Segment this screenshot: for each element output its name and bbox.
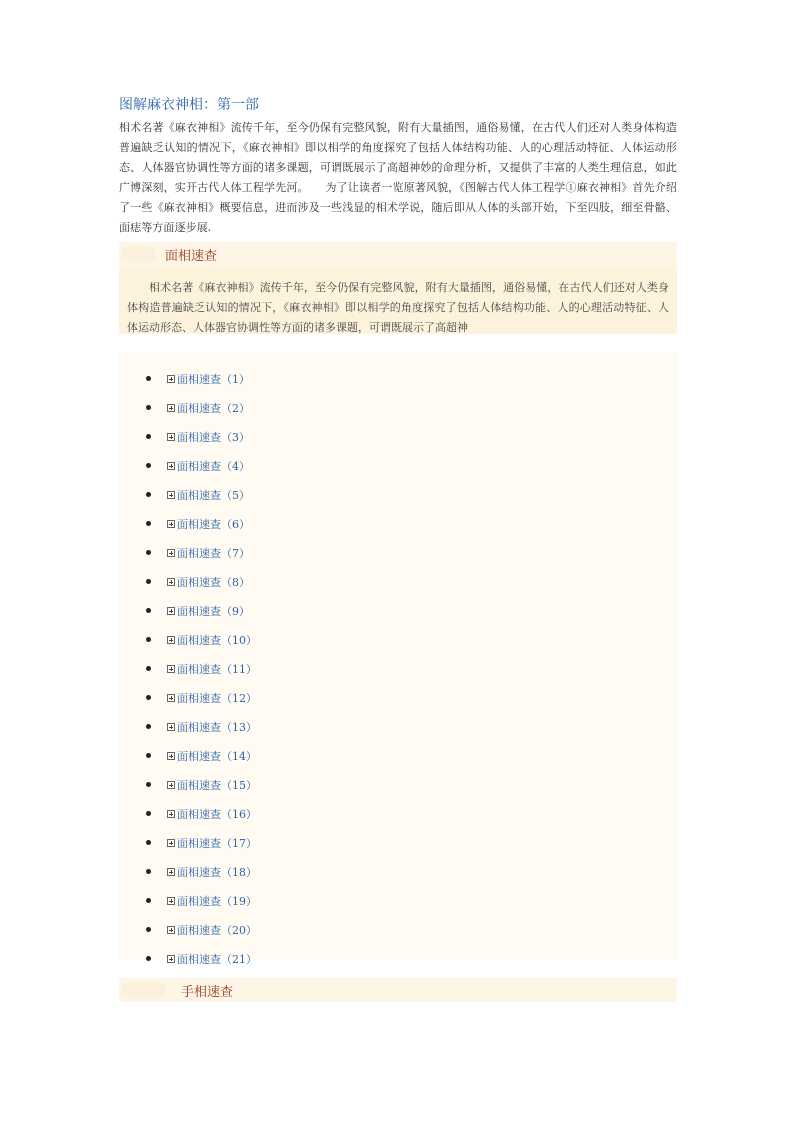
face-list-item[interactable]: [119, 741, 677, 770]
bullet-icon: [146, 898, 151, 903]
face-list-item[interactable]: [119, 944, 677, 973]
face-list-item-label[interactable]: 面相速查（4）: [177, 459, 250, 473]
expand-icon[interactable]: [167, 549, 175, 557]
document-title[interactable]: 图解麻衣神相：第一部: [119, 97, 259, 113]
expand-icon[interactable]: [167, 752, 175, 760]
face-list-item-label[interactable]: 面相速查（10）: [177, 633, 257, 647]
face-list-item-label[interactable]: 面相速查（5）: [177, 488, 250, 502]
face-list-item[interactable]: [119, 857, 677, 886]
face-list-item[interactable]: [119, 393, 677, 422]
expand-icon[interactable]: [167, 810, 175, 818]
face-list-item-label[interactable]: 面相速查（8）: [177, 575, 250, 589]
face-list-item-label[interactable]: 面相速查（1）: [177, 372, 250, 386]
header-decoration: [121, 983, 165, 997]
face-list-container: [119, 352, 677, 966]
expand-icon[interactable]: [167, 868, 175, 876]
bullet-icon: [146, 434, 151, 439]
face-list-item[interactable]: [119, 915, 677, 944]
face-list-item-label[interactable]: 面相速查（18）: [177, 865, 257, 879]
hand-section-title: 手相速查: [181, 984, 234, 1000]
face-list-item[interactable]: [119, 509, 677, 538]
face-list-item[interactable]: [119, 567, 677, 596]
expand-icon[interactable]: [167, 839, 175, 847]
bullet-icon: [146, 637, 151, 642]
expand-icon[interactable]: [167, 462, 175, 470]
face-list-item-label[interactable]: 面相速查（7）: [177, 546, 250, 560]
face-list-item[interactable]: [119, 422, 677, 451]
face-list-item-label[interactable]: 面相速查（21）: [177, 952, 257, 966]
face-list-item[interactable]: [119, 596, 677, 625]
face-list-item-label[interactable]: 面相速查（3）: [177, 430, 250, 444]
face-section-summary: 相术名著《麻衣神相》流传千年，至今仍保有完整风貌，附有大量插图，通俗易懂，在古代人们还对人类身体构造普遍缺乏认知的情况下，《麻衣神相》即以相学的角度探究了包括人体结构功能、人的心理活动特征、人体运动形态、人体器官协调性等方面的诸多课题，可谓既展示了高超神: [119, 266, 677, 334]
face-list-item-label[interactable]: 面相速查（11）: [177, 662, 257, 676]
face-list-item-label[interactable]: 面相速查（9）: [177, 604, 250, 618]
expand-icon[interactable]: [167, 404, 175, 412]
bullet-icon: [146, 463, 151, 468]
face-list-item-label[interactable]: 面相速查（17）: [177, 836, 257, 850]
face-list-item-label[interactable]: 面相速查（2）: [177, 401, 250, 415]
bullet-icon: [146, 405, 151, 410]
face-list-item-label[interactable]: 面相速查（20）: [177, 923, 257, 937]
bullet-icon: [146, 840, 151, 845]
expand-icon[interactable]: [167, 607, 175, 615]
bullet-icon: [146, 376, 151, 381]
expand-icon[interactable]: [167, 375, 175, 383]
face-list-item[interactable]: [119, 712, 677, 741]
face-section-title: 面相速查: [165, 248, 218, 264]
bullet-icon: [146, 724, 151, 729]
bullet-icon: [146, 550, 151, 555]
expand-icon[interactable]: [167, 636, 175, 644]
bullet-icon: [146, 869, 151, 874]
expand-icon[interactable]: [167, 694, 175, 702]
bullet-icon: [146, 811, 151, 816]
face-list-item[interactable]: [119, 538, 677, 567]
face-list-item[interactable]: [119, 480, 677, 509]
face-list-item-label[interactable]: 面相速查（19）: [177, 894, 257, 908]
face-list-item[interactable]: [119, 828, 677, 857]
header-decoration: [121, 247, 155, 261]
face-list-item-label[interactable]: 面相速查（15）: [177, 778, 257, 792]
bullet-icon: [146, 956, 151, 961]
face-list-item[interactable]: [119, 654, 677, 683]
intro-paragraph: 相术名著《麻衣神相》流传千年，至今仍保有完整风貌，附有大量插图，通俗易懂，在古代人们还对人类身体构造普遍缺乏认知的情况下，《麻衣神相》即以相学的角度探究了包括人体结构功能、人的心理活动特征、人体运动形态、人体器官协调性等方面的诸多课题，可谓既展示了高超神妙的命理分析，又提供了丰富的人类生理信息，如此广博深刻，实开古代人体工程学先河。 为了让读者一览原著风貌，《图解古代人体工程学①麻衣神相》首先介绍了一些《麻衣神相》概要信息，进而涉及一些浅显的相术学说，随后即从人体的头部开始，下至四肢，细至骨骼、面痣等方面逐步展.: [119, 121, 677, 234]
face-list-item-label[interactable]: 面相速查（13）: [177, 720, 257, 734]
hand-section-header: [119, 978, 677, 1002]
expand-icon[interactable]: [167, 520, 175, 528]
face-list-item[interactable]: [119, 886, 677, 915]
face-list-item[interactable]: [119, 799, 677, 828]
expand-icon[interactable]: [167, 491, 175, 499]
expand-icon[interactable]: [167, 955, 175, 963]
face-list-item[interactable]: [119, 625, 677, 654]
bullet-icon: [146, 753, 151, 758]
bullet-icon: [146, 927, 151, 932]
bullet-icon: [146, 666, 151, 671]
bullet-icon: [146, 608, 151, 613]
face-section-header: [119, 242, 677, 266]
expand-icon[interactable]: [167, 433, 175, 441]
expand-icon[interactable]: [167, 926, 175, 934]
bullet-icon: [146, 695, 151, 700]
bullet-icon: [146, 782, 151, 787]
face-list-item-label[interactable]: 面相速查（14）: [177, 749, 257, 763]
face-list-item[interactable]: [119, 683, 677, 712]
expand-icon[interactable]: [167, 578, 175, 586]
expand-icon[interactable]: [167, 723, 175, 731]
expand-icon[interactable]: [167, 897, 175, 905]
face-list-item[interactable]: [119, 451, 677, 480]
face-list: [119, 352, 677, 973]
expand-icon[interactable]: [167, 665, 175, 673]
face-list-item-label[interactable]: 面相速查（6）: [177, 517, 250, 531]
expand-icon[interactable]: [167, 781, 175, 789]
face-list-item[interactable]: [119, 364, 677, 393]
face-list-item[interactable]: [119, 770, 677, 799]
bullet-icon: [146, 579, 151, 584]
bullet-icon: [146, 521, 151, 526]
bullet-icon: [146, 492, 151, 497]
document-page: [119, 94, 677, 1002]
face-list-item-label[interactable]: 面相速查（12）: [177, 691, 257, 705]
face-list-item-label[interactable]: 面相速查（16）: [177, 807, 257, 821]
